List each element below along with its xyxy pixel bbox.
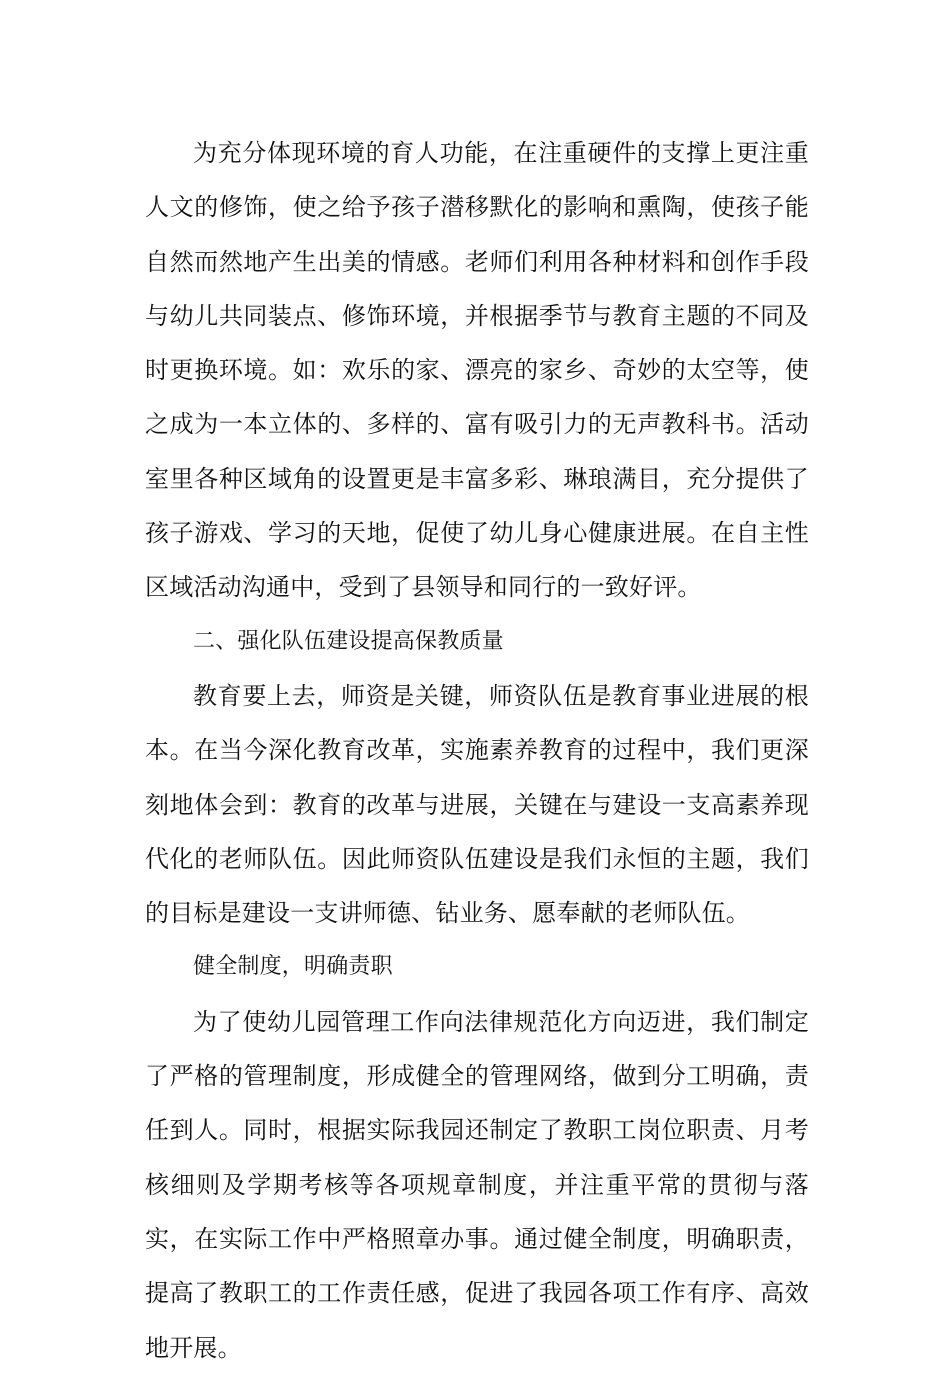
subheading-rules-responsibilities: 健全制度，明确责职 <box>193 954 393 980</box>
paragraph-management-rules: 为了使幼儿园管理工作向法律规范化方向迈进，我们制定了严格的管理制度，形成健全的管理网络，做到分工明确，责任到人。同时，根据实际我园还制定了教职工岗位职责、月考核细则及学期考核等各项规章制度，并注重平常的贯彻与落实，在实际工作中严格照章办事。通过健全制度，明确职责，提高了教职工的工作责任感，促进了我园各项工作有序、高效地开展。 <box>145 1007 809 1362</box>
section-heading-team-building: 二、强化队伍建设提高保教质量 <box>193 628 504 654</box>
document-body <box>145 126 809 1375</box>
paragraph-teacher-team: 教育要上去，师资是关键，师资队伍是教育事业进展的根本。在当今深化教育改革，实施素养教育的过程中，我们更深刻地体会到：教育的改革与进展，关键在与建设一支高素养现代化的老师队伍。因此师资队伍建设是我们永恒的主题，我们的目标是建设一支讲师德、钻业务、愿奉献的老师队伍。 <box>145 681 809 928</box>
paragraph-environment: 为充分体现环境的育人功能，在注重硬件的支撑上更注重人文的修饰，使之给予孩子潜移默化的影响和熏陶，使孩子能自然而然地产生出美的情感。老师们利用各种材料和创作手段与幼儿共同装点、修饰环境，并根据季节与教育主题的不同及时更换环境。如：欢乐的家、漂亮的家乡、奇妙的太空等，使之成为一本立体的、多样的、富有吸引力的无声教科书。活动室里各种区域角的设置更是丰富多彩、琳琅满目，充分提供了孩子游戏、学习的天地，促使了幼儿身心健康进展。在自主性区域活动沟通中，受到了县领导和同行的一致好评。 <box>145 139 809 602</box>
